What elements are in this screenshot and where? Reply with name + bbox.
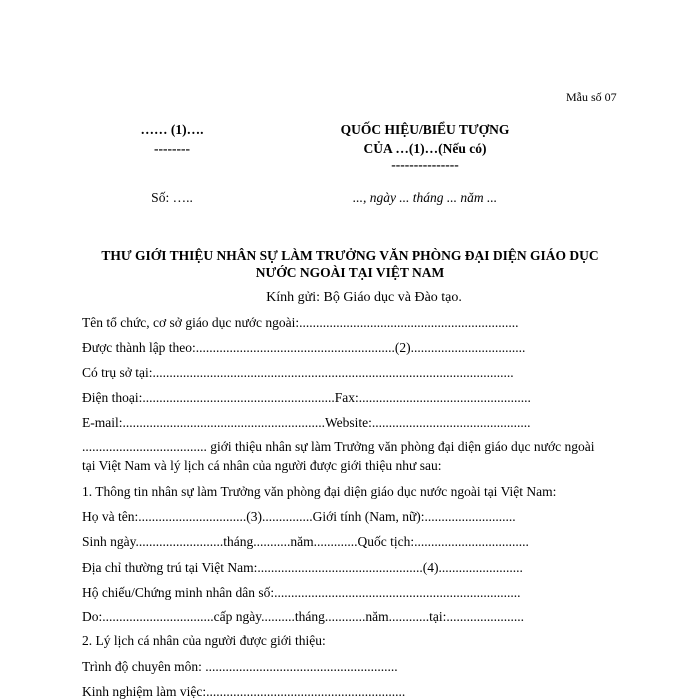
national-emblem-title: QUỐC HIỆU/BIỂU TƯỢNG: [340, 122, 510, 137]
issued-by-field: Do:.................................cấp ngày..........tháng............năm............tại:.......................: [82, 609, 524, 624]
established-by-field: Được thành lập theo:...........................................................(2)..................................: [82, 340, 526, 355]
email-website-field: E-mail:............................................................Website:...............................................: [82, 415, 531, 430]
introduction-line-1: ..................................... giới thiệu nhân sự làm Trưởng văn phòng đại diện giáo dục nước ngoài: [82, 439, 595, 454]
document-title-line-1: THƯ GIỚI THIỆU NHÂN SỰ LÀM TRƯỞNG VĂN PHÒNG ĐẠI DIỆN GIÁO DỤC: [101, 248, 599, 263]
section-2-heading: 2. Lý lịch cá nhân của người được giới thiệu:: [82, 633, 326, 648]
document-number: Số: …..: [151, 190, 193, 205]
phone-fax-field: Điện thoại:.........................................................Fax:...................................................: [82, 390, 531, 405]
full-name-gender-field: Họ và tên:................................(3)...............Giới tính (Nam, nữ):...........................: [82, 509, 516, 524]
headquarters-field: Có trụ sở tại:...........................................................................................................: [82, 365, 514, 380]
form-number: Mẫu số 07: [566, 90, 617, 104]
right-divider: ---------------: [391, 157, 459, 172]
passport-id-field: Hộ chiếu/Chứng minh nhân dân số:.........................................................................: [82, 585, 521, 600]
birth-nationality-field: Sinh ngày..........................tháng...........năm.............Quốc tịch:..................................: [82, 534, 529, 549]
national-emblem-subtitle: CỦA …(1)…(Nếu có): [363, 141, 487, 156]
left-divider: --------: [154, 141, 190, 156]
introduction-line-2: tại Việt Nam và lý lịch cá nhân của người được giới thiệu như sau:: [82, 458, 442, 473]
work-experience-field: Kinh nghiệm làm việc:...........................................................: [82, 684, 406, 699]
section-1-heading: 1. Thông tin nhân sự làm Trưởng văn phòng đại diện giáo dục nước ngoài tại Việt Nam:: [82, 484, 557, 499]
document-title-line-2: NƯỚC NGOÀI TẠI VIỆT NAM: [255, 265, 445, 280]
date-line: ..., ngày ... tháng ... năm ...: [352, 190, 498, 205]
issuing-organization: …… (1)….: [140, 122, 204, 137]
vietnam-address-field: Địa chỉ thường trú tại Việt Nam:.................................................(4).........................: [82, 560, 523, 575]
org-name-field: Tên tổ chức, cơ sở giáo dục nước ngoài:.................................................................: [82, 315, 519, 330]
recipient-line: Kính gửi: Bộ Giáo dục và Đào tạo.: [266, 290, 462, 305]
qualification-field: Trình độ chuyên môn: .........................................................: [82, 659, 398, 674]
